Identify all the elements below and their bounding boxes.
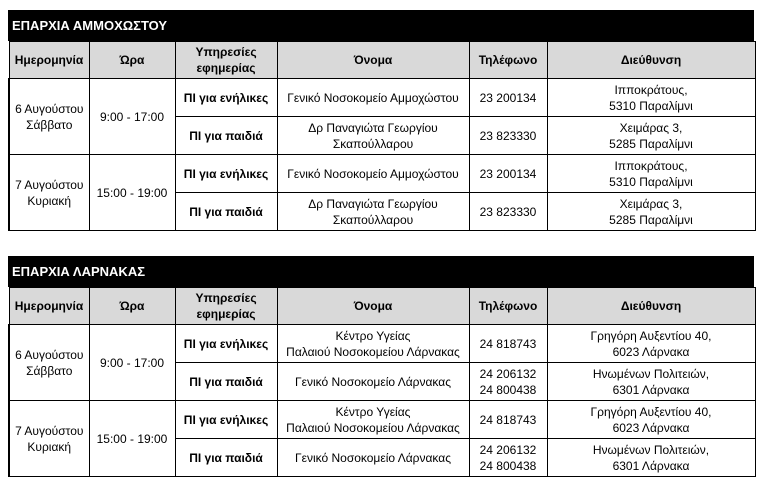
table-row	[9, 79, 755, 117]
address-line: 6023 Λάρνακα	[612, 420, 690, 435]
name-line: Παλαιού Νοσοκομείου Λάρνακας	[286, 420, 460, 435]
weekday-line: Σάββατο	[26, 363, 73, 378]
phone-cell	[469, 401, 547, 439]
header-row	[9, 288, 755, 325]
address-line: 6301 Λάρνακα	[612, 458, 690, 473]
address-line: 5285 Παραλίμνι	[609, 136, 693, 151]
address-line: Ιπποκράτους,	[614, 82, 688, 97]
name-cell	[277, 117, 469, 155]
service-cell: ΠΙ για παιδιά	[175, 439, 277, 477]
address-line: Ηνωμένων Πολιτειών,	[592, 442, 710, 457]
header-service-line: εφημερίας	[196, 61, 256, 75]
phone-line: 23 823330	[479, 204, 537, 219]
phone-cell	[469, 79, 547, 117]
address-line: Χειμάρας 3,	[619, 196, 683, 211]
service-cell: ΠΙ για ενήλικες	[175, 79, 277, 117]
service-cell: ΠΙ για ενήλικες	[175, 325, 277, 363]
name-line: Κέντρο Υγείας	[335, 404, 411, 419]
phone-line: 23 823330	[479, 128, 537, 143]
address-line: 6301 Λάρνακα	[612, 382, 690, 397]
phone-line: 24 818743	[479, 336, 537, 351]
section-title: ΕΠΑΡΧΙΑ ΛΑΡΝΑΚΑΣ	[8, 256, 754, 287]
header-service-line: Υπηρεσίες	[195, 45, 257, 59]
header-phone: Τηλέφωνο	[469, 288, 547, 325]
date-line: 7 Αυγούστου	[15, 423, 84, 438]
weekday-line: Κυριακή	[27, 193, 72, 208]
header-service-line: Υπηρεσίες	[195, 291, 257, 305]
name-line: Παλαιού Νοσοκομείου Λάρνακας	[286, 344, 460, 359]
phone-cell	[469, 117, 547, 155]
header-date: Ημερομηνία	[9, 42, 89, 79]
date-cell	[9, 401, 89, 477]
phone-cell	[469, 363, 547, 401]
header-date: Ημερομηνία	[9, 288, 89, 325]
time-cell: 15:00 - 19:00	[89, 155, 175, 231]
table-row	[9, 155, 755, 193]
phone-line: 24 818743	[479, 412, 537, 427]
section-famagusta	[8, 10, 754, 231]
date-line: 6 Αυγούστου	[15, 347, 84, 362]
header-name: Όνομα	[277, 42, 469, 79]
address-cell	[547, 363, 755, 401]
header-service-line: εφημερίας	[196, 307, 256, 321]
section-larnaca	[8, 256, 754, 477]
phone-cell	[469, 193, 547, 231]
address-line: 6023 Λάρνακα	[612, 344, 690, 359]
address-line: Ιπποκράτους,	[614, 158, 688, 173]
phone-line: 24 206132	[479, 442, 537, 457]
header-address: Διεύθυνση	[547, 42, 755, 79]
service-cell: ΠΙ για παιδιά	[175, 117, 277, 155]
name-cell	[277, 363, 469, 401]
address-line: Γρηγόρη Αυξεντίου 40,	[590, 404, 712, 419]
phone-line: 23 200134	[479, 90, 537, 105]
phone-line: 24 800438	[479, 458, 537, 473]
name-cell	[277, 193, 469, 231]
name-line: Κέντρο Υγείας	[335, 328, 411, 343]
header-service	[175, 42, 277, 79]
address-cell	[547, 325, 755, 363]
table-row	[9, 325, 755, 363]
address-line: 5310 Παραλίμνι	[609, 98, 693, 113]
name-line: Γενικό Νοσοκομείο Λάρνακας	[295, 450, 451, 465]
weekday-line: Σάββατο	[26, 117, 73, 132]
service-cell: ΠΙ για ενήλικες	[175, 401, 277, 439]
name-cell	[277, 79, 469, 117]
name-line: Γενικό Νοσοκομείο Λάρνακας	[295, 374, 451, 389]
time-cell: 9:00 - 17:00	[89, 325, 175, 401]
service-cell: ΠΙ για παιδιά	[175, 193, 277, 231]
table-row	[9, 401, 755, 439]
address-line: Ηνωμένων Πολιτειών,	[592, 366, 710, 381]
header-name: Όνομα	[277, 288, 469, 325]
address-line: 5310 Παραλίμνι	[609, 174, 693, 189]
name-line: Σκαπούλλαρου	[332, 136, 414, 151]
date-cell	[9, 155, 89, 231]
address-cell	[547, 79, 755, 117]
phone-line: 23 200134	[479, 166, 537, 181]
name-cell	[277, 155, 469, 193]
header-time: Ώρα	[89, 42, 175, 79]
date-cell	[9, 79, 89, 155]
header-address: Διεύθυνση	[547, 288, 755, 325]
address-cell	[547, 155, 755, 193]
schedule-table	[8, 287, 756, 477]
service-cell: ΠΙ για ενήλικες	[175, 155, 277, 193]
service-cell: ΠΙ για παιδιά	[175, 363, 277, 401]
header-time: Ώρα	[89, 288, 175, 325]
header-service	[175, 288, 277, 325]
phone-cell	[469, 155, 547, 193]
schedule-table	[8, 41, 756, 231]
date-line: 6 Αυγούστου	[15, 101, 84, 116]
address-cell	[547, 117, 755, 155]
name-cell	[277, 325, 469, 363]
header-phone: Τηλέφωνο	[469, 42, 547, 79]
phone-line: 24 800438	[479, 382, 537, 397]
address-line: Χειμάρας 3,	[619, 120, 683, 135]
address-line: 5285 Παραλίμνι	[609, 212, 693, 227]
address-cell	[547, 439, 755, 477]
address-line: Γρηγόρη Αυξεντίου 40,	[590, 328, 712, 343]
section-title: ΕΠΑΡΧΙΑ ΑΜΜΟΧΩΣΤΟΥ	[8, 10, 754, 41]
name-cell	[277, 439, 469, 477]
name-cell	[277, 401, 469, 439]
name-line: Γενικό Νοσοκομείο Αμμοχώστου	[287, 90, 459, 105]
date-cell	[9, 325, 89, 401]
address-cell	[547, 193, 755, 231]
header-row	[9, 42, 755, 79]
phone-cell	[469, 325, 547, 363]
time-cell: 15:00 - 19:00	[89, 401, 175, 477]
name-line: Δρ Παναγιώτα Γεωργίου	[308, 120, 438, 135]
phone-cell	[469, 439, 547, 477]
phone-line: 24 206132	[479, 366, 537, 381]
address-cell	[547, 401, 755, 439]
name-line: Γενικό Νοσοκομείο Αμμοχώστου	[287, 166, 459, 181]
name-line: Δρ Παναγιώτα Γεωργίου	[308, 196, 438, 211]
weekday-line: Κυριακή	[27, 439, 72, 454]
name-line: Σκαπούλλαρου	[332, 212, 414, 227]
date-line: 7 Αυγούστου	[15, 177, 84, 192]
time-cell: 9:00 - 17:00	[89, 79, 175, 155]
